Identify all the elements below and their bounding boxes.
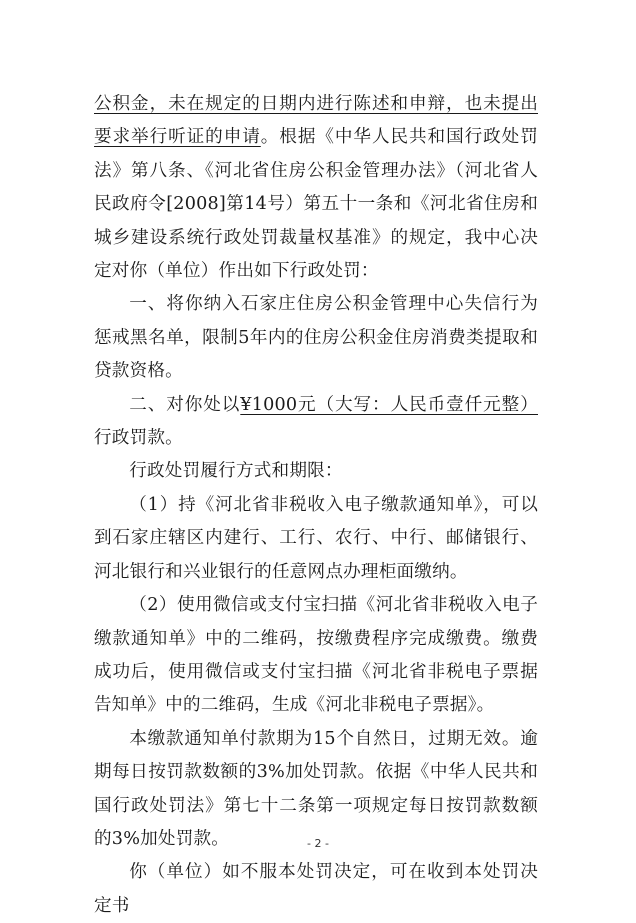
paragraph-text: （2）使用微信或支付宝扫描《河北省非税收入电子缴款通知单》中的二维码，按缴费程序完成缴费。缴费成功后，使用微信或支付宝扫描《河北省非税电子票据告知单》中的二维码，生成《河北非税电子票据》。 — [94, 595, 538, 716]
paragraph-payment-method-2 — [94, 589, 538, 723]
fine-amount-underlined: ¥1000元（大写：人民币壹仟元整） — [240, 394, 538, 415]
paragraph-text: 你（单位）如不服本处罚决定，可在收到本处罚决定书 — [94, 862, 538, 916]
document-body — [94, 88, 538, 923]
paragraph-payment-heading — [94, 455, 538, 488]
paragraph-text-underlined: 公积金，未在规定的日期内进行陈述和申辩，也未提出要求举行听证的申请 — [94, 94, 538, 148]
paragraph-text: 行政处罚履行方式和期限： — [129, 461, 343, 482]
paragraph-text: 。根据《中华人民共和国行政处罚法》第八条、《河北省住房公积金管理办法》（河北省人民政府令[2008]第14号）第五十一条和《河北省住房和城乡建设系统行政处罚裁量权基准》的规定，我中心决定对你（单位）作出如下行政处罚： — [94, 127, 538, 282]
paragraph-payment-method-1 — [94, 489, 538, 589]
paragraph-text: （1）持《河北省非税收入电子缴款通知单》，可以到石家庄辖区内建行、工行、农行、中行、邮储银行、河北银行和兴业银行的任意网点办理柜面缴纳。 — [94, 494, 538, 582]
paragraph-fine — [94, 389, 538, 456]
paragraph-text: 行政罚款。 — [94, 428, 183, 449]
paragraph-text: 本缴款通知单付款期为15个自然日，过期无效。逾期每日按罚款数额的3%加处罚款。依据《中华人民共和国行政处罚法》第七十二条第一项规定每日按罚款数额的3%加处罚款。 — [94, 728, 538, 849]
paragraph-text: 一、将你纳入石家庄住房公积金管理中心失信行为惩戒黑名单，限制5年内的住房公积金住房消费类提取和贷款资格。 — [94, 294, 538, 382]
paragraph-penalty-basis — [94, 88, 538, 288]
paragraph-appeal — [94, 856, 538, 923]
paragraph-text: 二、对你处以 — [129, 394, 241, 415]
paragraph-blacklist — [94, 288, 538, 388]
page-number: - 2 - — [307, 837, 329, 850]
